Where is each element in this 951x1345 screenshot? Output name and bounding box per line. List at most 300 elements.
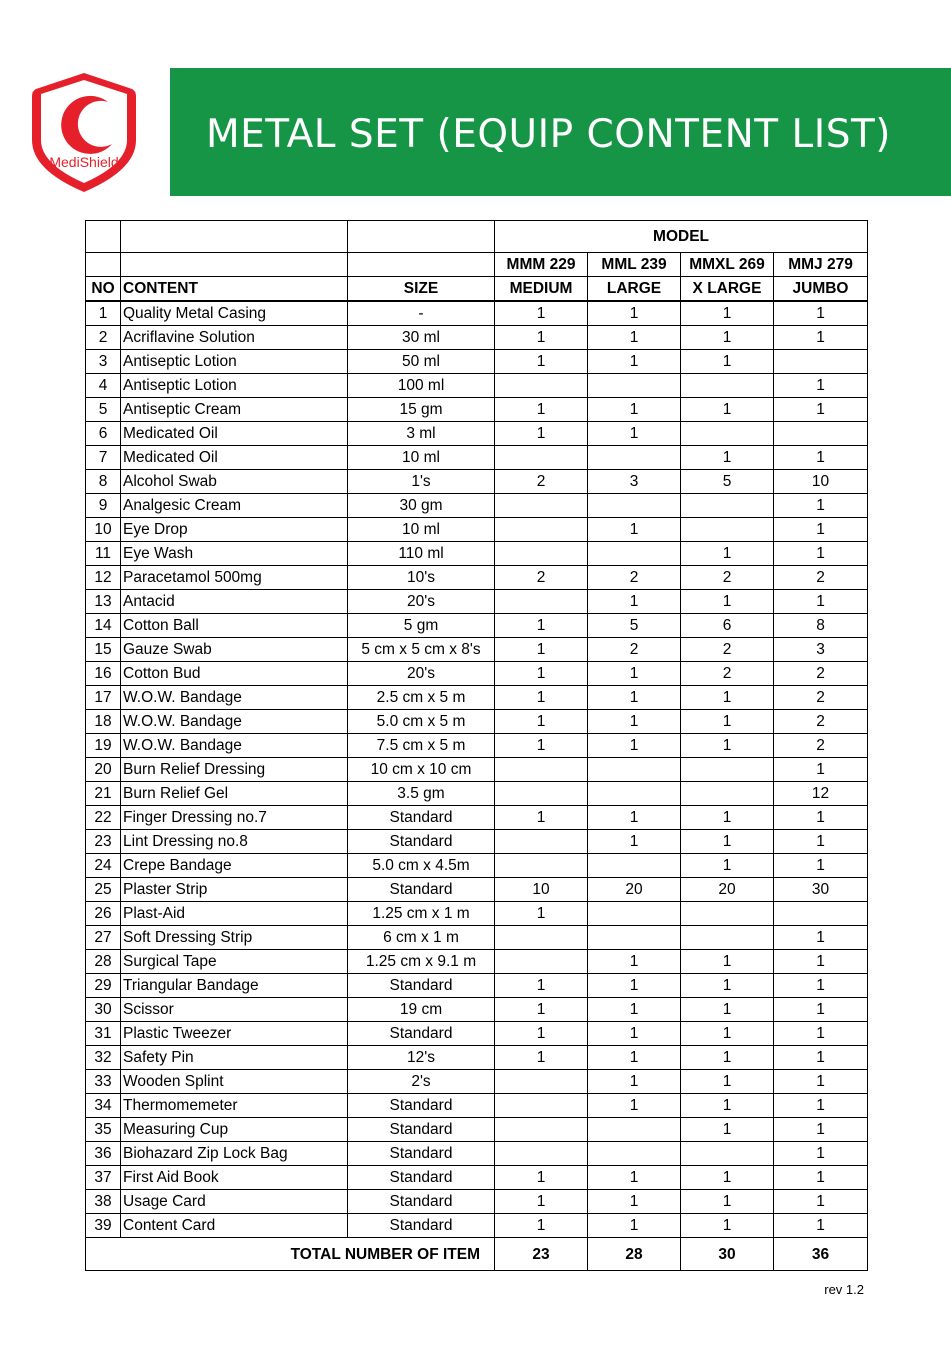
item-quantity: 1 bbox=[774, 542, 868, 566]
item-quantity: 1 bbox=[588, 806, 681, 830]
item-quantity bbox=[681, 758, 774, 782]
item-size: 30 gm bbox=[348, 494, 495, 518]
item-quantity bbox=[681, 374, 774, 398]
item-no: 32 bbox=[86, 1046, 121, 1070]
item-no: 20 bbox=[86, 758, 121, 782]
item-quantity bbox=[495, 590, 588, 614]
item-content: Burn Relief Dressing bbox=[121, 758, 348, 782]
item-quantity: 2 bbox=[681, 662, 774, 686]
item-size: Standard bbox=[348, 806, 495, 830]
item-quantity bbox=[774, 902, 868, 926]
item-quantity: 1 bbox=[681, 998, 774, 1022]
item-no: 13 bbox=[86, 590, 121, 614]
shield-icon bbox=[28, 70, 140, 196]
item-quantity: 1 bbox=[774, 1094, 868, 1118]
item-size: 5 cm x 5 cm x 8's bbox=[348, 638, 495, 662]
item-quantity: 1 bbox=[774, 1022, 868, 1046]
table-row bbox=[86, 350, 868, 374]
item-quantity: 1 bbox=[681, 1022, 774, 1046]
item-quantity bbox=[588, 902, 681, 926]
item-quantity: 30 bbox=[774, 878, 868, 902]
item-quantity: 2 bbox=[681, 566, 774, 590]
table-row bbox=[86, 326, 868, 350]
item-content: Plast-Aid bbox=[121, 902, 348, 926]
item-quantity: 1 bbox=[774, 758, 868, 782]
item-quantity: 6 bbox=[681, 614, 774, 638]
item-quantity: 1 bbox=[774, 1166, 868, 1190]
item-quantity: 1 bbox=[681, 398, 774, 422]
item-quantity: 1 bbox=[495, 902, 588, 926]
item-no: 37 bbox=[86, 1166, 121, 1190]
table-row bbox=[86, 301, 868, 326]
item-quantity: 1 bbox=[588, 398, 681, 422]
item-quantity: 1 bbox=[588, 974, 681, 998]
item-quantity bbox=[681, 1142, 774, 1166]
item-quantity: 1 bbox=[774, 854, 868, 878]
item-quantity: 1 bbox=[588, 301, 681, 326]
item-quantity bbox=[495, 374, 588, 398]
item-quantity bbox=[681, 494, 774, 518]
item-no: 22 bbox=[86, 806, 121, 830]
item-quantity bbox=[495, 518, 588, 542]
item-quantity bbox=[495, 494, 588, 518]
item-quantity: 1 bbox=[774, 398, 868, 422]
item-no: 34 bbox=[86, 1094, 121, 1118]
item-quantity: 1 bbox=[681, 1070, 774, 1094]
item-quantity: 8 bbox=[774, 614, 868, 638]
table-row bbox=[86, 734, 868, 758]
item-content: Medicated Oil bbox=[121, 422, 348, 446]
item-size: 100 ml bbox=[348, 374, 495, 398]
item-quantity: 1 bbox=[588, 1166, 681, 1190]
item-no: 2 bbox=[86, 326, 121, 350]
item-no: 27 bbox=[86, 926, 121, 950]
item-size: 1's bbox=[348, 470, 495, 494]
item-quantity bbox=[495, 1094, 588, 1118]
revision-label: rev 1.2 bbox=[824, 1282, 864, 1297]
item-quantity: 1 bbox=[588, 590, 681, 614]
item-quantity bbox=[495, 542, 588, 566]
item-size: Standard bbox=[348, 830, 495, 854]
item-size: 6 cm x 1 m bbox=[348, 926, 495, 950]
item-quantity: 1 bbox=[774, 326, 868, 350]
item-quantity bbox=[495, 1070, 588, 1094]
item-quantity: 1 bbox=[588, 326, 681, 350]
item-size: 5 gm bbox=[348, 614, 495, 638]
item-no: 21 bbox=[86, 782, 121, 806]
item-content: Plaster Strip bbox=[121, 878, 348, 902]
item-quantity: 1 bbox=[588, 422, 681, 446]
item-quantity: 1 bbox=[681, 854, 774, 878]
item-no: 38 bbox=[86, 1190, 121, 1214]
table-row bbox=[86, 806, 868, 830]
item-content: Triangular Bandage bbox=[121, 974, 348, 998]
content-table bbox=[85, 220, 868, 1271]
item-no: 30 bbox=[86, 998, 121, 1022]
item-content: W.O.W. Bandage bbox=[121, 710, 348, 734]
item-content: W.O.W. Bandage bbox=[121, 686, 348, 710]
item-quantity bbox=[681, 782, 774, 806]
table-row bbox=[86, 470, 868, 494]
item-content: First Aid Book bbox=[121, 1166, 348, 1190]
table-row bbox=[86, 518, 868, 542]
item-content: Alcohol Swab bbox=[121, 470, 348, 494]
item-quantity: 2 bbox=[495, 470, 588, 494]
item-quantity: 1 bbox=[495, 301, 588, 326]
item-no: 23 bbox=[86, 830, 121, 854]
item-quantity bbox=[774, 422, 868, 446]
item-quantity bbox=[495, 926, 588, 950]
item-quantity bbox=[588, 446, 681, 470]
item-quantity: 2 bbox=[774, 734, 868, 758]
item-quantity bbox=[495, 1118, 588, 1142]
item-size: 2.5 cm x 5 m bbox=[348, 686, 495, 710]
item-quantity: 1 bbox=[588, 1022, 681, 1046]
item-no: 9 bbox=[86, 494, 121, 518]
item-content: Biohazard Zip Lock Bag bbox=[121, 1142, 348, 1166]
item-quantity: 1 bbox=[495, 1046, 588, 1070]
item-quantity: 1 bbox=[495, 614, 588, 638]
header-size: SIZE bbox=[348, 277, 495, 302]
item-quantity: 1 bbox=[588, 1046, 681, 1070]
item-quantity bbox=[588, 854, 681, 878]
item-quantity: 5 bbox=[588, 614, 681, 638]
item-quantity bbox=[588, 542, 681, 566]
item-no: 31 bbox=[86, 1022, 121, 1046]
total-value: 28 bbox=[588, 1238, 681, 1271]
item-size: 10 ml bbox=[348, 446, 495, 470]
item-quantity: 2 bbox=[774, 686, 868, 710]
item-content: Antiseptic Lotion bbox=[121, 350, 348, 374]
item-no: 6 bbox=[86, 422, 121, 446]
item-quantity: 1 bbox=[495, 806, 588, 830]
table-row bbox=[86, 1118, 868, 1142]
item-size: Standard bbox=[348, 1094, 495, 1118]
item-no: 8 bbox=[86, 470, 121, 494]
item-quantity: 1 bbox=[774, 374, 868, 398]
item-quantity: 1 bbox=[681, 446, 774, 470]
table-row bbox=[86, 446, 868, 470]
header-no: NO bbox=[86, 277, 121, 302]
item-quantity: 10 bbox=[495, 878, 588, 902]
item-quantity: 1 bbox=[681, 974, 774, 998]
item-quantity: 2 bbox=[774, 566, 868, 590]
table-row bbox=[86, 494, 868, 518]
item-quantity: 1 bbox=[495, 326, 588, 350]
item-quantity: 1 bbox=[495, 638, 588, 662]
total-label: TOTAL NUMBER OF ITEM bbox=[86, 1238, 495, 1271]
item-size: 2's bbox=[348, 1070, 495, 1094]
item-quantity: 1 bbox=[774, 950, 868, 974]
table-row bbox=[86, 398, 868, 422]
table-row bbox=[86, 662, 868, 686]
item-no: 10 bbox=[86, 518, 121, 542]
item-quantity: 2 bbox=[681, 638, 774, 662]
logo-text: MediShield bbox=[49, 154, 119, 170]
header-content: CONTENT bbox=[121, 277, 348, 302]
item-quantity: 1 bbox=[495, 1214, 588, 1238]
item-quantity: 2 bbox=[774, 710, 868, 734]
total-value: 36 bbox=[774, 1238, 868, 1271]
item-quantity: 1 bbox=[774, 974, 868, 998]
model-code: MMM 229 bbox=[495, 253, 588, 277]
table-row bbox=[86, 1166, 868, 1190]
item-quantity: 1 bbox=[588, 518, 681, 542]
table-row bbox=[86, 686, 868, 710]
model-code: MMXL 269 bbox=[681, 253, 774, 277]
title-banner bbox=[170, 68, 951, 196]
item-quantity: 1 bbox=[774, 590, 868, 614]
item-quantity: 1 bbox=[774, 1142, 868, 1166]
item-content: Cotton Ball bbox=[121, 614, 348, 638]
table-row bbox=[86, 566, 868, 590]
item-no: 16 bbox=[86, 662, 121, 686]
item-content: Plastic Tweezer bbox=[121, 1022, 348, 1046]
model-code-row bbox=[86, 253, 868, 277]
item-quantity: 1 bbox=[681, 1166, 774, 1190]
item-quantity: 1 bbox=[774, 446, 868, 470]
item-size: Standard bbox=[348, 1166, 495, 1190]
item-quantity bbox=[774, 350, 868, 374]
item-no: 18 bbox=[86, 710, 121, 734]
item-quantity bbox=[681, 422, 774, 446]
item-no: 35 bbox=[86, 1118, 121, 1142]
item-quantity: 1 bbox=[588, 830, 681, 854]
item-no: 36 bbox=[86, 1142, 121, 1166]
item-size: 3 ml bbox=[348, 422, 495, 446]
table-row bbox=[86, 1022, 868, 1046]
item-quantity: 1 bbox=[774, 806, 868, 830]
item-size: 19 cm bbox=[348, 998, 495, 1022]
item-content: Eye Wash bbox=[121, 542, 348, 566]
table-row bbox=[86, 1046, 868, 1070]
item-quantity: 1 bbox=[681, 1094, 774, 1118]
item-size: 10 ml bbox=[348, 518, 495, 542]
item-no: 39 bbox=[86, 1214, 121, 1238]
item-quantity: 2 bbox=[495, 566, 588, 590]
item-quantity: 1 bbox=[588, 950, 681, 974]
item-quantity: 1 bbox=[495, 686, 588, 710]
item-quantity: 10 bbox=[774, 470, 868, 494]
model-header-row bbox=[86, 221, 868, 253]
table-row bbox=[86, 950, 868, 974]
item-quantity: 1 bbox=[774, 1214, 868, 1238]
table-row bbox=[86, 542, 868, 566]
item-quantity: 5 bbox=[681, 470, 774, 494]
item-quantity bbox=[588, 1118, 681, 1142]
item-size: 20's bbox=[348, 662, 495, 686]
item-no: 4 bbox=[86, 374, 121, 398]
item-content: Wooden Splint bbox=[121, 1070, 348, 1094]
item-size: 10 cm x 10 cm bbox=[348, 758, 495, 782]
item-quantity bbox=[681, 926, 774, 950]
item-content: Finger Dressing no.7 bbox=[121, 806, 348, 830]
item-quantity: 1 bbox=[681, 734, 774, 758]
model-name: LARGE bbox=[588, 277, 681, 302]
item-quantity: 1 bbox=[495, 422, 588, 446]
model-code: MML 239 bbox=[588, 253, 681, 277]
table-row bbox=[86, 1142, 868, 1166]
table-row bbox=[86, 758, 868, 782]
item-quantity: 1 bbox=[774, 1046, 868, 1070]
item-no: 5 bbox=[86, 398, 121, 422]
item-no: 28 bbox=[86, 950, 121, 974]
table-row bbox=[86, 974, 868, 998]
item-quantity: 1 bbox=[588, 710, 681, 734]
item-quantity: 1 bbox=[495, 350, 588, 374]
item-quantity: 3 bbox=[588, 470, 681, 494]
column-header-row bbox=[86, 277, 868, 302]
item-quantity: 1 bbox=[495, 734, 588, 758]
item-quantity bbox=[588, 758, 681, 782]
item-content: Quality Metal Casing bbox=[121, 301, 348, 326]
model-name: MEDIUM bbox=[495, 277, 588, 302]
item-quantity: 1 bbox=[495, 710, 588, 734]
item-content: Surgical Tape bbox=[121, 950, 348, 974]
item-quantity: 1 bbox=[681, 830, 774, 854]
item-size: 12's bbox=[348, 1046, 495, 1070]
item-size: Standard bbox=[348, 974, 495, 998]
item-quantity bbox=[495, 950, 588, 974]
table-row bbox=[86, 590, 868, 614]
table-row bbox=[86, 782, 868, 806]
item-quantity bbox=[588, 374, 681, 398]
item-quantity: 1 bbox=[588, 662, 681, 686]
item-quantity: 1 bbox=[495, 974, 588, 998]
item-no: 33 bbox=[86, 1070, 121, 1094]
item-content: Lint Dressing no.8 bbox=[121, 830, 348, 854]
item-size: 5.0 cm x 4.5m bbox=[348, 854, 495, 878]
item-quantity: 1 bbox=[681, 950, 774, 974]
item-content: Analgesic Cream bbox=[121, 494, 348, 518]
item-content: Crepe Bandage bbox=[121, 854, 348, 878]
total-value: 23 bbox=[495, 1238, 588, 1271]
item-quantity: 1 bbox=[774, 301, 868, 326]
item-quantity: 1 bbox=[681, 326, 774, 350]
item-quantity bbox=[588, 494, 681, 518]
item-quantity: 12 bbox=[774, 782, 868, 806]
item-quantity: 2 bbox=[774, 662, 868, 686]
table-row bbox=[86, 998, 868, 1022]
item-quantity bbox=[495, 854, 588, 878]
medishield-logo bbox=[28, 70, 140, 196]
item-content: W.O.W. Bandage bbox=[121, 734, 348, 758]
item-no: 11 bbox=[86, 542, 121, 566]
item-size: Standard bbox=[348, 1214, 495, 1238]
item-size: 3.5 gm bbox=[348, 782, 495, 806]
item-quantity: 1 bbox=[495, 1190, 588, 1214]
item-size: 7.5 cm x 5 m bbox=[348, 734, 495, 758]
item-content: Cotton Bud bbox=[121, 662, 348, 686]
table-row bbox=[86, 1094, 868, 1118]
item-no: 3 bbox=[86, 350, 121, 374]
table-row bbox=[86, 638, 868, 662]
table-row bbox=[86, 422, 868, 446]
item-size: 1.25 cm x 1 m bbox=[348, 902, 495, 926]
item-no: 17 bbox=[86, 686, 121, 710]
item-quantity: 1 bbox=[774, 998, 868, 1022]
item-quantity: 1 bbox=[588, 686, 681, 710]
item-quantity: 3 bbox=[774, 638, 868, 662]
table-row bbox=[86, 1070, 868, 1094]
item-quantity: 1 bbox=[681, 301, 774, 326]
item-quantity bbox=[495, 830, 588, 854]
model-name: JUMBO bbox=[774, 277, 868, 302]
item-content: Measuring Cup bbox=[121, 1118, 348, 1142]
total-row bbox=[86, 1238, 868, 1271]
item-quantity: 1 bbox=[681, 1190, 774, 1214]
item-quantity: 1 bbox=[681, 1118, 774, 1142]
item-quantity: 1 bbox=[774, 518, 868, 542]
item-size: 10's bbox=[348, 566, 495, 590]
item-content: Content Card bbox=[121, 1214, 348, 1238]
item-no: 12 bbox=[86, 566, 121, 590]
item-quantity: 20 bbox=[681, 878, 774, 902]
item-content: Thermomemeter bbox=[121, 1094, 348, 1118]
page-title: METAL SET (EQUIP CONTENT LIST) bbox=[206, 112, 892, 157]
table-row bbox=[86, 374, 868, 398]
item-size: Standard bbox=[348, 1190, 495, 1214]
item-size: 1.25 cm x 9.1 m bbox=[348, 950, 495, 974]
item-no: 24 bbox=[86, 854, 121, 878]
item-quantity bbox=[681, 518, 774, 542]
item-no: 25 bbox=[86, 878, 121, 902]
item-quantity: 1 bbox=[588, 1214, 681, 1238]
item-content: Antiseptic Cream bbox=[121, 398, 348, 422]
item-quantity bbox=[588, 1142, 681, 1166]
model-name: X LARGE bbox=[681, 277, 774, 302]
item-content: Usage Card bbox=[121, 1190, 348, 1214]
item-quantity: 1 bbox=[495, 1166, 588, 1190]
item-quantity: 20 bbox=[588, 878, 681, 902]
item-content: Soft Dressing Strip bbox=[121, 926, 348, 950]
item-size: 5.0 cm x 5 m bbox=[348, 710, 495, 734]
item-no: 14 bbox=[86, 614, 121, 638]
item-content: Antacid bbox=[121, 590, 348, 614]
table-row bbox=[86, 854, 868, 878]
item-no: 1 bbox=[86, 301, 121, 326]
item-content: Safety Pin bbox=[121, 1046, 348, 1070]
item-quantity bbox=[588, 782, 681, 806]
item-quantity: 1 bbox=[681, 590, 774, 614]
table-row bbox=[86, 1190, 868, 1214]
item-quantity: 1 bbox=[588, 734, 681, 758]
item-quantity: 1 bbox=[588, 350, 681, 374]
item-quantity: 1 bbox=[588, 1094, 681, 1118]
total-value: 30 bbox=[681, 1238, 774, 1271]
item-size: - bbox=[348, 301, 495, 326]
table-row bbox=[86, 1214, 868, 1238]
item-quantity: 1 bbox=[495, 1022, 588, 1046]
item-quantity: 1 bbox=[495, 662, 588, 686]
table-row bbox=[86, 614, 868, 638]
item-content: Medicated Oil bbox=[121, 446, 348, 470]
item-quantity: 2 bbox=[588, 566, 681, 590]
item-quantity bbox=[495, 758, 588, 782]
table-row bbox=[86, 878, 868, 902]
item-quantity: 1 bbox=[774, 494, 868, 518]
item-quantity: 1 bbox=[681, 710, 774, 734]
item-no: 29 bbox=[86, 974, 121, 998]
item-quantity: 1 bbox=[495, 998, 588, 1022]
item-size: 30 ml bbox=[348, 326, 495, 350]
item-no: 15 bbox=[86, 638, 121, 662]
item-quantity bbox=[495, 1142, 588, 1166]
item-content: Acriflavine Solution bbox=[121, 326, 348, 350]
model-code: MMJ 279 bbox=[774, 253, 868, 277]
item-quantity bbox=[681, 902, 774, 926]
table-row bbox=[86, 710, 868, 734]
